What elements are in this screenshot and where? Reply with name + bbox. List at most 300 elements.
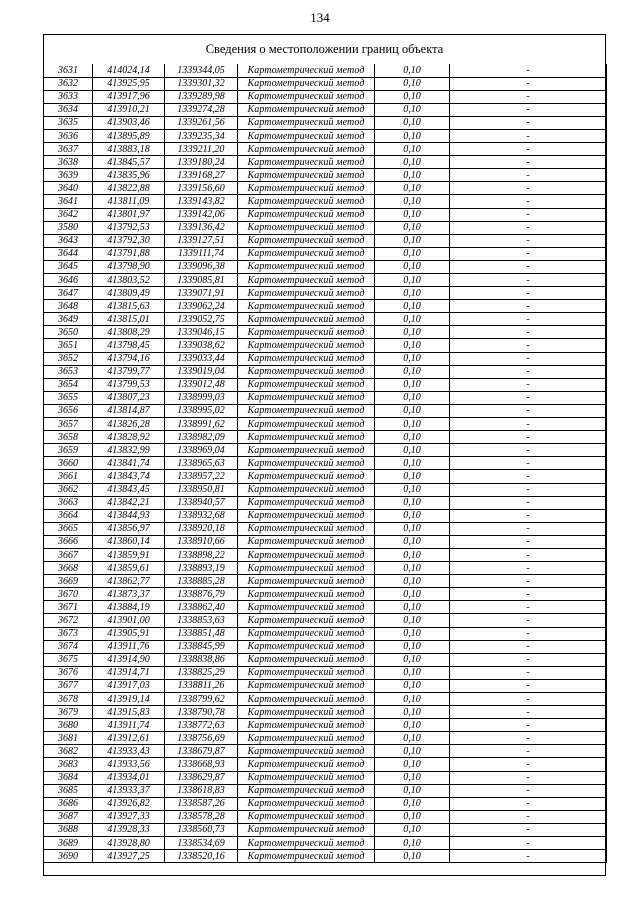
accuracy-cell: 0,10 — [375, 470, 450, 483]
x-coordinate-cell: 413915,83 — [93, 706, 165, 719]
table-row — [44, 810, 607, 823]
point-number-cell: 3683 — [44, 758, 93, 771]
x-coordinate-cell: 413873,37 — [93, 588, 165, 601]
accuracy-cell: 0,10 — [375, 208, 450, 221]
y-coordinate-cell: 1338629,87 — [165, 771, 238, 784]
x-coordinate-cell: 413911,76 — [93, 640, 165, 653]
point-number-cell: 3663 — [44, 496, 93, 509]
x-coordinate-cell: 413917,96 — [93, 90, 165, 103]
accuracy-cell: 0,10 — [375, 575, 450, 588]
y-coordinate-cell: 1338560,73 — [165, 823, 238, 836]
method-cell: Картометрический метод — [238, 693, 375, 706]
x-coordinate-cell: 413859,61 — [93, 562, 165, 575]
description-cell: - — [450, 116, 607, 129]
description-cell: - — [450, 601, 607, 614]
point-number-cell: 3653 — [44, 365, 93, 378]
method-cell: Картометрический метод — [238, 431, 375, 444]
description-cell: - — [450, 535, 607, 548]
method-cell: Картометрический метод — [238, 509, 375, 522]
x-coordinate-cell: 413826,28 — [93, 418, 165, 431]
x-coordinate-cell: 413792,53 — [93, 221, 165, 234]
method-cell: Картометрический метод — [238, 378, 375, 391]
point-number-cell: 3679 — [44, 706, 93, 719]
y-coordinate-cell: 1339071,91 — [165, 287, 238, 300]
point-number-cell: 3580 — [44, 221, 93, 234]
point-number-cell: 3680 — [44, 719, 93, 732]
page-title: Сведения о местоположении границ объекта — [205, 42, 444, 56]
y-coordinate-cell: 1339344,05 — [165, 64, 238, 77]
description-cell: - — [450, 260, 607, 273]
y-coordinate-cell: 1338982,09 — [165, 431, 238, 444]
method-cell: Картометрический метод — [238, 470, 375, 483]
method-cell: Картометрический метод — [238, 640, 375, 653]
point-number-cell: 3661 — [44, 470, 93, 483]
description-cell: - — [450, 208, 607, 221]
x-coordinate-cell: 413811,09 — [93, 195, 165, 208]
y-coordinate-cell: 1339142,06 — [165, 208, 238, 221]
table-row — [44, 274, 607, 287]
x-coordinate-cell: 413926,82 — [93, 797, 165, 810]
accuracy-cell: 0,10 — [375, 156, 450, 169]
table-row — [44, 496, 607, 509]
table-row — [44, 823, 607, 836]
description-cell: - — [450, 745, 607, 758]
point-number-cell: 3656 — [44, 404, 93, 417]
description-cell: - — [450, 732, 607, 745]
table-row — [44, 365, 607, 378]
y-coordinate-cell: 1338756,69 — [165, 732, 238, 745]
x-coordinate-cell: 413842,21 — [93, 496, 165, 509]
point-number-cell: 3690 — [44, 850, 93, 863]
x-coordinate-cell: 413799,77 — [93, 365, 165, 378]
point-number-cell: 3642 — [44, 208, 93, 221]
x-coordinate-cell: 413928,33 — [93, 823, 165, 836]
description-cell: - — [450, 771, 607, 784]
y-coordinate-cell: 1338950,81 — [165, 483, 238, 496]
x-coordinate-cell: 413901,00 — [93, 614, 165, 627]
x-coordinate-cell: 413933,43 — [93, 745, 165, 758]
method-cell: Картометрический метод — [238, 352, 375, 365]
description-cell: - — [450, 326, 607, 339]
x-coordinate-cell: 413809,49 — [93, 287, 165, 300]
description-cell: - — [450, 195, 607, 208]
method-cell: Картометрический метод — [238, 156, 375, 169]
table-row — [44, 797, 607, 810]
accuracy-cell: 0,10 — [375, 260, 450, 273]
y-coordinate-cell: 1339127,51 — [165, 234, 238, 247]
x-coordinate-cell: 413794,16 — [93, 352, 165, 365]
description-cell: - — [450, 640, 607, 653]
description-cell: - — [450, 182, 607, 195]
method-cell: Картометрический метод — [238, 679, 375, 692]
accuracy-cell: 0,10 — [375, 850, 450, 863]
y-coordinate-cell: 1338940,57 — [165, 496, 238, 509]
description-cell: - — [450, 143, 607, 156]
accuracy-cell: 0,10 — [375, 548, 450, 561]
y-coordinate-cell: 1338668,93 — [165, 758, 238, 771]
point-number-cell: 3686 — [44, 797, 93, 810]
y-coordinate-cell: 1338995,02 — [165, 404, 238, 417]
description-cell: - — [450, 627, 607, 640]
description-cell: - — [450, 548, 607, 561]
y-coordinate-cell: 1338853,63 — [165, 614, 238, 627]
description-cell: - — [450, 509, 607, 522]
x-coordinate-cell: 413925,95 — [93, 77, 165, 90]
y-coordinate-cell: 1339136,42 — [165, 221, 238, 234]
point-number-cell: 3677 — [44, 679, 93, 692]
x-coordinate-cell: 413927,25 — [93, 850, 165, 863]
point-number-cell: 3659 — [44, 444, 93, 457]
x-coordinate-cell: 413832,99 — [93, 444, 165, 457]
table-row — [44, 640, 607, 653]
x-coordinate-cell: 413859,91 — [93, 548, 165, 561]
method-cell: Картометрический метод — [238, 116, 375, 129]
point-number-cell: 3635 — [44, 116, 93, 129]
description-cell: - — [450, 522, 607, 535]
x-coordinate-cell: 413814,87 — [93, 404, 165, 417]
point-number-cell: 3657 — [44, 418, 93, 431]
description-cell: - — [450, 339, 607, 352]
accuracy-cell: 0,10 — [375, 234, 450, 247]
table-row — [44, 195, 607, 208]
accuracy-cell: 0,10 — [375, 221, 450, 234]
y-coordinate-cell: 1339180,24 — [165, 156, 238, 169]
method-cell: Картометрический метод — [238, 784, 375, 797]
y-coordinate-cell: 1339211,20 — [165, 143, 238, 156]
accuracy-cell: 0,10 — [375, 522, 450, 535]
method-cell: Картометрический метод — [238, 588, 375, 601]
point-number-cell: 3636 — [44, 129, 93, 142]
description-cell: - — [450, 823, 607, 836]
method-cell: Картометрический метод — [238, 823, 375, 836]
accuracy-cell: 0,10 — [375, 706, 450, 719]
description-cell: - — [450, 313, 607, 326]
accuracy-cell: 0,10 — [375, 77, 450, 90]
y-coordinate-cell: 1338999,03 — [165, 391, 238, 404]
accuracy-cell: 0,10 — [375, 679, 450, 692]
point-number-cell: 3646 — [44, 274, 93, 287]
table-row — [44, 169, 607, 182]
table-row — [44, 627, 607, 640]
description-cell: - — [450, 287, 607, 300]
description-cell: - — [450, 679, 607, 692]
y-coordinate-cell: 1338811,26 — [165, 679, 238, 692]
x-coordinate-cell: 413808,29 — [93, 326, 165, 339]
table-row — [44, 221, 607, 234]
method-cell: Картометрический метод — [238, 260, 375, 273]
y-coordinate-cell: 1339012,48 — [165, 378, 238, 391]
description-cell: - — [450, 693, 607, 706]
x-coordinate-cell: 413803,52 — [93, 274, 165, 287]
method-cell: Картометрический метод — [238, 706, 375, 719]
accuracy-cell: 0,10 — [375, 247, 450, 260]
table-row — [44, 745, 607, 758]
table-row — [44, 103, 607, 116]
y-coordinate-cell: 1338825,29 — [165, 666, 238, 679]
x-coordinate-cell: 413844,93 — [93, 509, 165, 522]
accuracy-cell: 0,10 — [375, 837, 450, 850]
accuracy-cell: 0,10 — [375, 810, 450, 823]
x-coordinate-cell: 413798,45 — [93, 339, 165, 352]
point-number-cell: 3652 — [44, 352, 93, 365]
point-number-cell: 3644 — [44, 247, 93, 260]
point-number-cell: 3687 — [44, 810, 93, 823]
y-coordinate-cell: 1338618,83 — [165, 784, 238, 797]
y-coordinate-cell: 1339096,38 — [165, 260, 238, 273]
method-cell: Картометрический метод — [238, 339, 375, 352]
point-number-cell: 3675 — [44, 653, 93, 666]
x-coordinate-cell: 413801,97 — [93, 208, 165, 221]
accuracy-cell: 0,10 — [375, 562, 450, 575]
page-number: 134 — [310, 10, 330, 25]
point-number-cell: 3643 — [44, 234, 93, 247]
table-row — [44, 116, 607, 129]
accuracy-cell: 0,10 — [375, 509, 450, 522]
table-row — [44, 706, 607, 719]
method-cell: Картометрический метод — [238, 418, 375, 431]
description-cell: - — [450, 758, 607, 771]
method-cell: Картометрический метод — [238, 548, 375, 561]
point-number-cell: 3678 — [44, 693, 93, 706]
accuracy-cell: 0,10 — [375, 784, 450, 797]
point-number-cell: 3684 — [44, 771, 93, 784]
point-number-cell: 3672 — [44, 614, 93, 627]
method-cell: Картометрический метод — [238, 287, 375, 300]
table-row — [44, 679, 607, 692]
x-coordinate-cell: 413905,91 — [93, 627, 165, 640]
method-cell: Картометрический метод — [238, 745, 375, 758]
point-number-cell: 3633 — [44, 90, 93, 103]
table-row — [44, 457, 607, 470]
point-number-cell: 3631 — [44, 64, 93, 77]
description-cell: - — [450, 706, 607, 719]
description-cell: - — [450, 378, 607, 391]
table-row — [44, 666, 607, 679]
accuracy-cell: 0,10 — [375, 352, 450, 365]
description-cell: - — [450, 391, 607, 404]
y-coordinate-cell: 1339019,04 — [165, 365, 238, 378]
x-coordinate-cell: 413807,23 — [93, 391, 165, 404]
y-coordinate-cell: 1339235,34 — [165, 129, 238, 142]
method-cell: Картометрический метод — [238, 169, 375, 182]
point-number-cell: 3641 — [44, 195, 93, 208]
point-number-cell: 3665 — [44, 522, 93, 535]
point-number-cell: 3637 — [44, 143, 93, 156]
method-cell: Картометрический метод — [238, 404, 375, 417]
accuracy-cell: 0,10 — [375, 588, 450, 601]
method-cell: Картометрический метод — [238, 77, 375, 90]
x-coordinate-cell: 413884,19 — [93, 601, 165, 614]
description-cell: - — [450, 457, 607, 470]
y-coordinate-cell: 1338876,79 — [165, 588, 238, 601]
table-row — [44, 143, 607, 156]
y-coordinate-cell: 1339111,74 — [165, 247, 238, 260]
x-coordinate-cell: 413912,61 — [93, 732, 165, 745]
y-coordinate-cell: 1338957,22 — [165, 470, 238, 483]
description-cell: - — [450, 837, 607, 850]
method-cell: Картометрический метод — [238, 234, 375, 247]
method-cell: Картометрический метод — [238, 666, 375, 679]
point-number-cell: 3664 — [44, 509, 93, 522]
x-coordinate-cell: 413917,03 — [93, 679, 165, 692]
description-cell: - — [450, 156, 607, 169]
accuracy-cell: 0,10 — [375, 614, 450, 627]
point-number-cell: 3670 — [44, 588, 93, 601]
x-coordinate-cell: 413927,33 — [93, 810, 165, 823]
x-coordinate-cell: 413933,37 — [93, 784, 165, 797]
method-cell: Картометрический метод — [238, 575, 375, 588]
x-coordinate-cell: 413841,74 — [93, 457, 165, 470]
point-number-cell: 3651 — [44, 339, 93, 352]
method-cell: Картометрический метод — [238, 444, 375, 457]
accuracy-cell: 0,10 — [375, 535, 450, 548]
description-cell: - — [450, 404, 607, 417]
accuracy-cell: 0,10 — [375, 182, 450, 195]
point-number-cell: 3671 — [44, 601, 93, 614]
x-coordinate-cell: 414024,14 — [93, 64, 165, 77]
table-row — [44, 719, 607, 732]
table-row — [44, 129, 607, 142]
table-row — [44, 535, 607, 548]
y-coordinate-cell: 1338838,86 — [165, 653, 238, 666]
y-coordinate-cell: 1339033,44 — [165, 352, 238, 365]
point-number-cell: 3667 — [44, 548, 93, 561]
method-cell: Картометрический метод — [238, 771, 375, 784]
method-cell: Картометрический метод — [238, 535, 375, 548]
method-cell: Картометрический метод — [238, 143, 375, 156]
accuracy-cell: 0,10 — [375, 745, 450, 758]
x-coordinate-cell: 413862,77 — [93, 575, 165, 588]
method-cell: Картометрический метод — [238, 221, 375, 234]
description-cell: - — [450, 77, 607, 90]
point-number-cell: 3685 — [44, 784, 93, 797]
y-coordinate-cell: 1338772,63 — [165, 719, 238, 732]
table-row — [44, 418, 607, 431]
y-coordinate-cell: 1338932,68 — [165, 509, 238, 522]
table-row — [44, 391, 607, 404]
method-cell: Картометрический метод — [238, 601, 375, 614]
y-coordinate-cell: 1339052,75 — [165, 313, 238, 326]
y-coordinate-cell: 1339289,98 — [165, 90, 238, 103]
table-row — [44, 444, 607, 457]
table-row — [44, 588, 607, 601]
accuracy-cell: 0,10 — [375, 457, 450, 470]
method-cell: Картометрический метод — [238, 732, 375, 745]
method-cell: Картометрический метод — [238, 562, 375, 575]
method-cell: Картометрический метод — [238, 208, 375, 221]
description-cell: - — [450, 247, 607, 260]
description-cell: - — [450, 129, 607, 142]
method-cell: Картометрический метод — [238, 837, 375, 850]
x-coordinate-cell: 413860,14 — [93, 535, 165, 548]
x-coordinate-cell: 413903,46 — [93, 116, 165, 129]
method-cell: Картометрический метод — [238, 129, 375, 142]
point-number-cell: 3649 — [44, 313, 93, 326]
y-coordinate-cell: 1338898,22 — [165, 548, 238, 561]
table-row — [44, 77, 607, 90]
accuracy-cell: 0,10 — [375, 483, 450, 496]
coordinates-table — [43, 64, 607, 863]
x-coordinate-cell: 413798,90 — [93, 260, 165, 273]
y-coordinate-cell: 1338991,62 — [165, 418, 238, 431]
y-coordinate-cell: 1339156,60 — [165, 182, 238, 195]
y-coordinate-cell: 1338845,99 — [165, 640, 238, 653]
y-coordinate-cell: 1339261,56 — [165, 116, 238, 129]
table-row — [44, 470, 607, 483]
accuracy-cell: 0,10 — [375, 431, 450, 444]
accuracy-cell: 0,10 — [375, 653, 450, 666]
description-cell: - — [450, 169, 607, 182]
method-cell: Картометрический метод — [238, 850, 375, 863]
table-row — [44, 522, 607, 535]
description-cell: - — [450, 588, 607, 601]
table-row — [44, 300, 607, 313]
y-coordinate-cell: 1339062,24 — [165, 300, 238, 313]
accuracy-cell: 0,10 — [375, 444, 450, 457]
accuracy-cell: 0,10 — [375, 391, 450, 404]
y-coordinate-cell: 1339274,28 — [165, 103, 238, 116]
description-cell: - — [450, 274, 607, 287]
description-cell: - — [450, 614, 607, 627]
point-number-cell: 3673 — [44, 627, 93, 640]
x-coordinate-cell: 413843,74 — [93, 470, 165, 483]
x-coordinate-cell: 413799,53 — [93, 378, 165, 391]
table-row — [44, 156, 607, 169]
method-cell: Картометрический метод — [238, 522, 375, 535]
method-cell: Картометрический метод — [238, 483, 375, 496]
accuracy-cell: 0,10 — [375, 129, 450, 142]
accuracy-cell: 0,10 — [375, 103, 450, 116]
accuracy-cell: 0,10 — [375, 693, 450, 706]
accuracy-cell: 0,10 — [375, 719, 450, 732]
accuracy-cell: 0,10 — [375, 300, 450, 313]
y-coordinate-cell: 1338534,69 — [165, 837, 238, 850]
y-coordinate-cell: 1338790,78 — [165, 706, 238, 719]
x-coordinate-cell: 413933,56 — [93, 758, 165, 771]
point-number-cell: 3632 — [44, 77, 93, 90]
x-coordinate-cell: 413828,92 — [93, 431, 165, 444]
description-cell: - — [450, 90, 607, 103]
table-row — [44, 234, 607, 247]
accuracy-cell: 0,10 — [375, 418, 450, 431]
method-cell: Картометрический метод — [238, 758, 375, 771]
x-coordinate-cell: 413822,88 — [93, 182, 165, 195]
accuracy-cell: 0,10 — [375, 195, 450, 208]
y-coordinate-cell: 1338920,18 — [165, 522, 238, 535]
x-coordinate-cell: 413919,14 — [93, 693, 165, 706]
table-row — [44, 352, 607, 365]
table-row — [44, 90, 607, 103]
y-coordinate-cell: 1338851,48 — [165, 627, 238, 640]
table-row — [44, 693, 607, 706]
point-number-cell: 3666 — [44, 535, 93, 548]
point-number-cell: 3681 — [44, 732, 93, 745]
table-row — [44, 287, 607, 300]
table-row — [44, 614, 607, 627]
y-coordinate-cell: 1339046,15 — [165, 326, 238, 339]
point-number-cell: 3668 — [44, 562, 93, 575]
y-coordinate-cell: 1338965,63 — [165, 457, 238, 470]
accuracy-cell: 0,10 — [375, 313, 450, 326]
y-coordinate-cell: 1338679,87 — [165, 745, 238, 758]
y-coordinate-cell: 1339143,82 — [165, 195, 238, 208]
description-cell: - — [450, 810, 607, 823]
table-row — [44, 260, 607, 273]
accuracy-cell: 0,10 — [375, 64, 450, 77]
accuracy-cell: 0,10 — [375, 758, 450, 771]
point-number-cell: 3634 — [44, 103, 93, 116]
description-cell: - — [450, 797, 607, 810]
